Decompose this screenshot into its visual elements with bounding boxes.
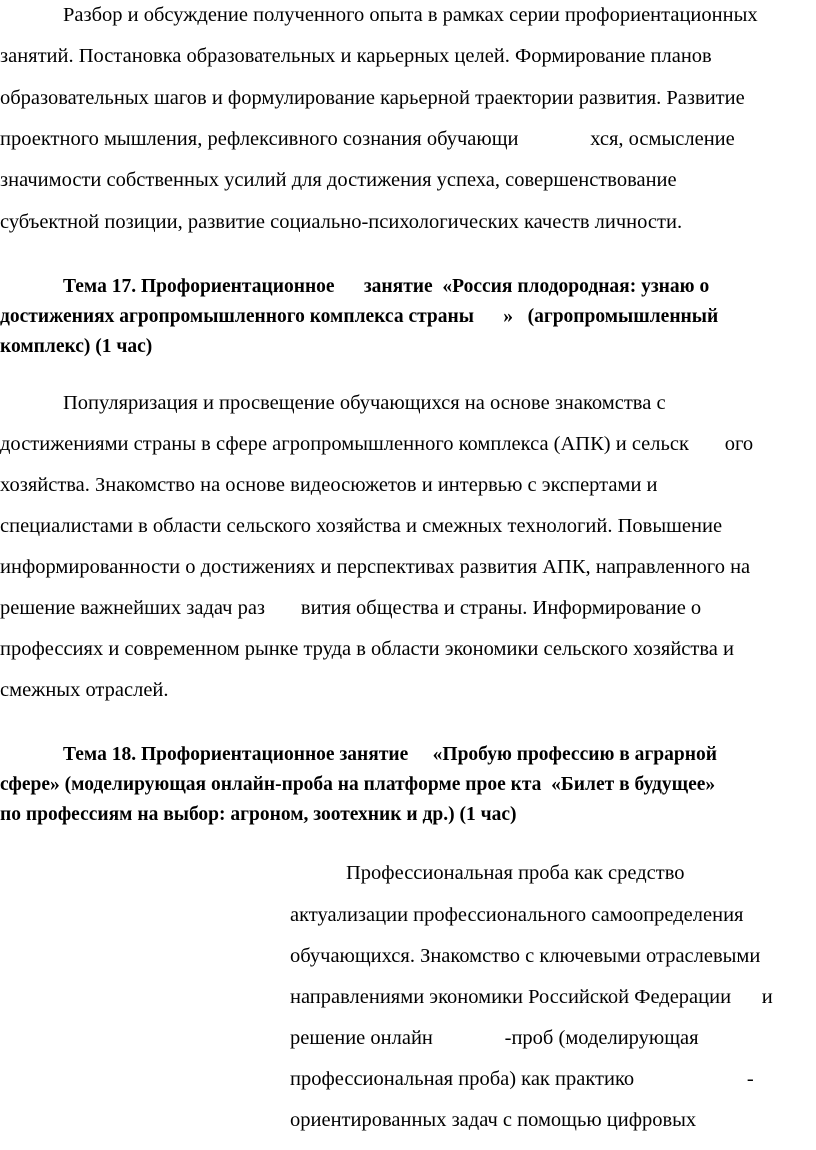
paragraph-1-line-6: субъектной позиции, развитие социально-психологических качеств личности. <box>0 211 683 233</box>
paragraph-3-line-4: направлениями экономики Российской Федерации и <box>290 986 773 1008</box>
paragraph-3-line-2: актуализации профессионального самоопределения <box>290 904 744 926</box>
paragraph-1-line-2: занятий. Постановка образовательных и карьерных целей. Формирование планов <box>0 45 712 67</box>
paragraph-1-line-3: образовательных шагов и формулирование карьерной траектории развития. Развитие <box>0 87 745 109</box>
paragraph-1-line-1: Разбор и обсуждение полученного опыта в рамках серии профориентационных <box>63 4 758 26</box>
paragraph-3-line-6: профессиональная проба) как практико - <box>290 1068 754 1090</box>
paragraph-3-line-1: Профессиональная проба как средство <box>346 862 685 884</box>
paragraph-3-line-3: обучающихся. Знакомство с ключевыми отраслевыми <box>290 945 761 967</box>
heading-17-line-3: комплекс) (1 час) <box>0 336 153 357</box>
paragraph-2-line-2: достижениями страны в сфере агропромышленного комплекса (АПК) и сельск ого <box>0 433 754 455</box>
heading-17-line-2: достижениях агропромышленного комплекса страны » (агропромышленный <box>0 306 719 327</box>
paragraph-2-line-1: Популяризация и просвещение обучающихся на основе знакомства с <box>63 392 666 414</box>
paragraph-2-line-8: смежных отраслей. <box>0 679 169 701</box>
paragraph-3-line-5: решение онлайн -проб (моделирующая <box>290 1027 699 1049</box>
paragraph-1-line-5: значимости собственных усилий для достижения успеха, совершенствование <box>0 169 677 191</box>
paragraph-1-line-4: проектного мышления, рефлексивного сознания обучающи хся, осмысление <box>0 128 735 150</box>
heading-18-line-2: сфере» (моделирующая онлайн-проба на платформе прое кта «Билет в будущее» <box>0 774 716 795</box>
paragraph-2-line-6: решение важнейших задач раз вития общества и страны. Информирование о <box>0 597 702 619</box>
paragraph-2-line-5: информированности о достижениях и перспективах развития АПК, направленного на <box>0 556 751 578</box>
heading-18-line-3: по профессиям на выбор: агроном, зоотехник и др.) (1 час) <box>0 804 517 825</box>
heading-18-line-1: Тема 18. Профориентационное занятие «Пробую профессию в аграрной <box>63 744 717 765</box>
paragraph-2-line-3: хозяйства. Знакомство на основе видеосюжетов и интервью с экспертами и <box>0 474 658 496</box>
paragraph-2-line-7: профессиях и современном рынке труда в области экономики сельского хозяйства и <box>0 638 734 660</box>
paragraph-2-line-4: специалистами в области сельского хозяйства и смежных технологий. Повышение <box>0 515 723 537</box>
paragraph-3-line-7: ориентированных задач с помощью цифровых <box>290 1109 697 1131</box>
heading-17-line-1: Тема 17. Профориентационное занятие «Россия плодородная: узнаю о <box>63 276 710 297</box>
